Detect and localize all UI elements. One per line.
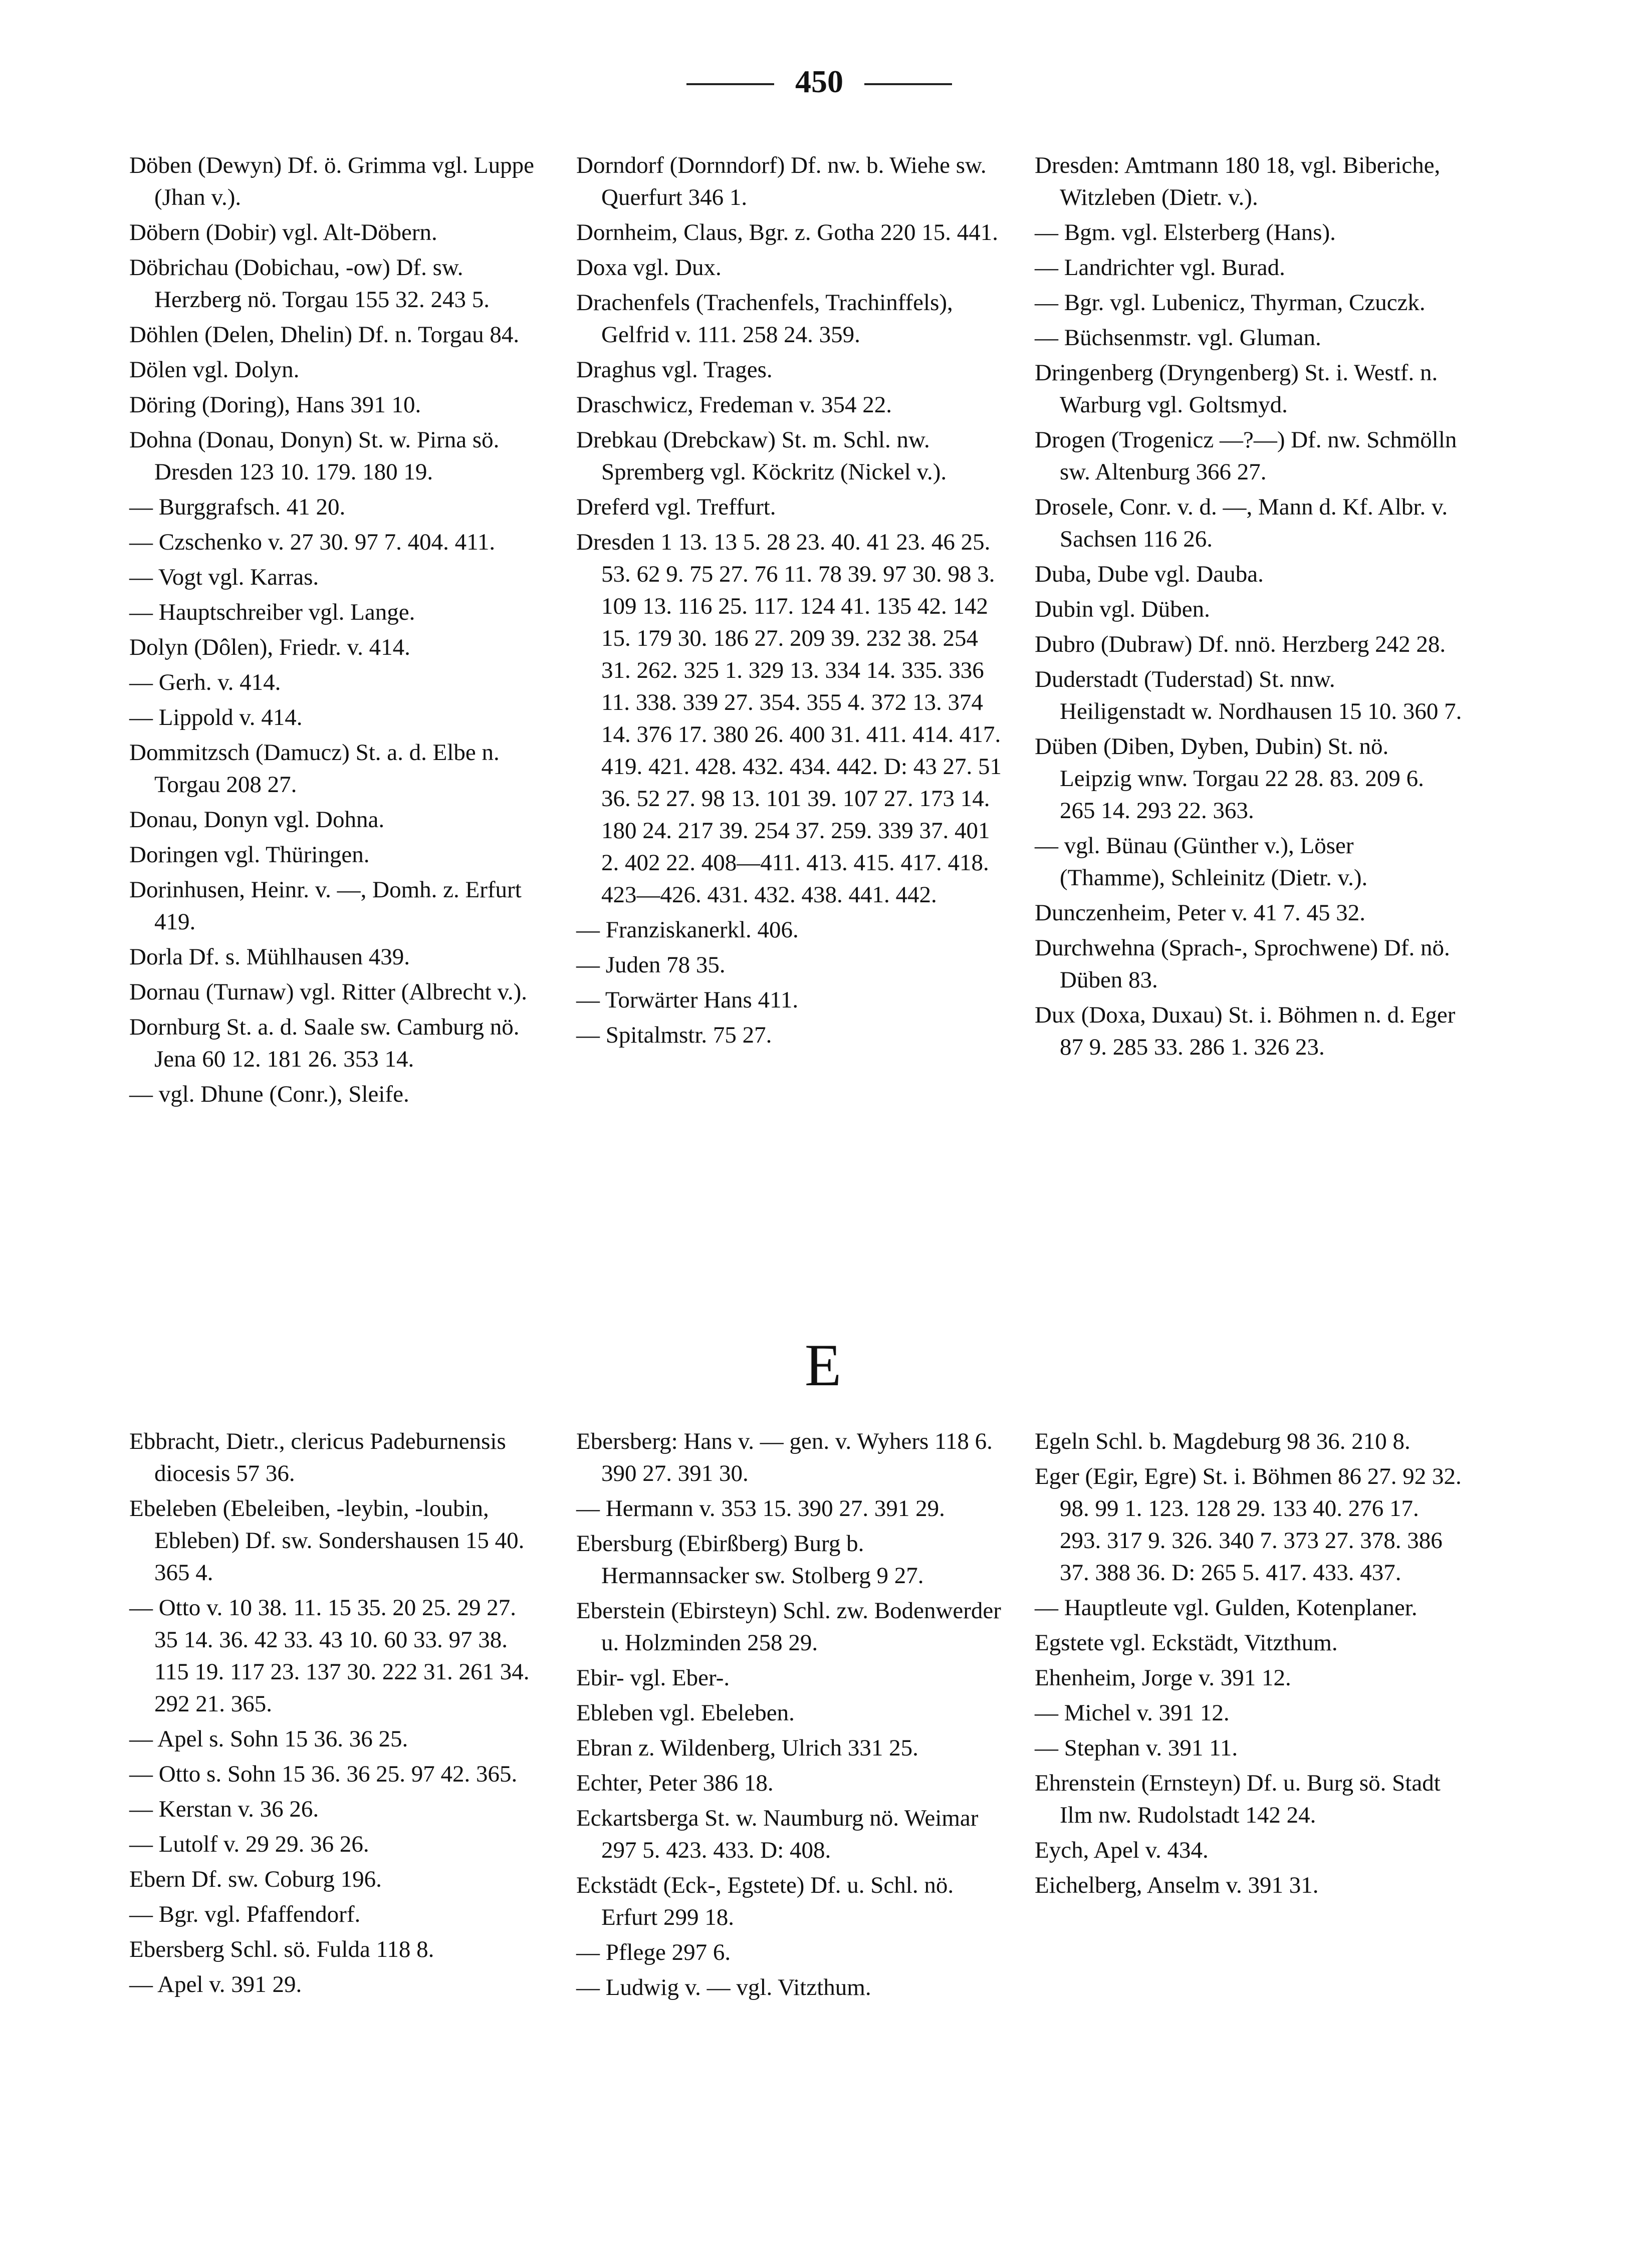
index-entry: Ebir- vgl. Eber-. [576,1665,730,1691]
page-header [0,59,1646,104]
index-entry: Dresden 1 13. 13 5. 28 23. 40. 41 23. 46 25. 53. 62 9. 75 27. 76 11. 78 39. 97 30. 98 3. 109 13. 116 25. 117. 124 41. 135 42. 142 15. 179 30. 186 27. 209 39. 232 38. 254 31. 262. 325 1. 329 13. 334 14. 335. 336 11. 338. 339 27. 354. 355 4. 372 13. 374 14. 376 17. 380 26. 400 31. 411. 414. 417. 419. 421. 428. 432. 434. 442. D: 43 27. 51 36. 52 27. 98 13. 101 39. 107 27. 173 14. 180 24. 217 39. 254 37. 259. 339 37. 401 2. 402 22. 408—411. 413. 415. 417. 418. 423—426. 431. 432. 438. 441. 442. [576,529,1002,908]
index-entry: — Apel v. 391 29. [129,1971,302,1997]
index-entry: — Vogt vgl. Karras. [129,564,319,590]
index-entry: Ebran z. Wildenberg, Ulrich 331 25. [576,1735,918,1761]
index-entry: Ebbracht, Dietr., clericus Padeburnensis diocesis 57 36. [129,1428,506,1486]
index-entry: Döbrichau (Dobichau, -ow) Df. sw. Herzberg nö. Torgau 155 32. 243 5. [129,255,490,313]
index-entry: Doringen vgl. Thüringen. [129,842,370,868]
index-entry: Dommitzsch (Damucz) St. a. d. Elbe n. Torgau 208 27. [129,739,500,798]
index-entry: Draghus vgl. Trages. [576,357,773,383]
index-entry: — Hauptleute vgl. Gulden, Kotenplaner. [1035,1595,1418,1621]
section-letter: E [804,1332,842,1398]
index-entry: — Büchsenmstr. vgl. Gluman. [1035,325,1321,351]
index-entry: Döhlen (Delen, Dhelin) Df. n. Torgau 84. [129,322,520,348]
index-entry: — Lippold v. 414. [129,704,303,730]
index-entry: Ebersburg (Ebirßberg) Burg b. Hermannsacker sw. Stolberg 9 27. [576,1531,924,1589]
index-entry: — Landrichter vgl. Burad. [1035,255,1285,281]
index-entry: Dolyn (Dôlen), Friedr. v. 414. [129,634,410,660]
index-entry: Duderstadt (Tuderstad) St. nnw. Heiligenstadt w. Nordhausen 15 10. 360 7. [1035,666,1462,724]
index-entry: — Kerstan v. 36 26. [129,1796,319,1822]
index-entry: Dubro (Dubraw) Df. nnö. Herzberg 242 28. [1035,631,1446,657]
index-entry: — Czschenko v. 27 30. 97 7. 404. 411. [129,529,496,555]
index-entry: Eberstein (Ebirsteyn) Schl. zw. Bodenwerder u. Holzminden 258 29. [576,1598,1001,1656]
index-entry: — Juden 78 35. [576,952,726,978]
index-entry: Ebersberg: Hans v. — gen. v. Wyhers 118 6. 390 27. 391 30. [576,1428,993,1486]
index-entry: Eckartsberga St. w. Naumburg nö. Weimar 297 5. 423. 433. D: 408. [576,1805,979,1863]
index-entry: Dornau (Turnaw) vgl. Ritter (Albrecht v.). [129,979,528,1005]
page-number: 450 [795,64,843,99]
index-entry: Döbern (Dobir) vgl. Alt-Döbern. [129,219,437,245]
index-column-4 [129,1425,540,2003]
index-entry: Dölen vgl. Dolyn. [129,357,300,383]
index-entry: Dorinhusen, Heinr. v. —, Domh. z. Erfurt 419. [129,877,522,935]
index-entry: Durchwehna (Sprach-, Sprochwene) Df. nö. Düben 83. [1035,935,1450,993]
index-entry: Draschwicz, Fredeman v. 354 22. [576,392,892,418]
index-entry: Döring (Doring), Hans 391 10. [129,392,421,418]
index-entry: Dux (Doxa, Duxau) St. i. Böhmen n. d. Eger 87 9. 285 33. 286 1. 326 23. [1035,1002,1456,1060]
index-entry: — Franziskanerkl. 406. [576,917,799,943]
index-entry: Ehenheim, Jorge v. 391 12. [1035,1665,1291,1691]
index-entry: — Lutolf v. 29 29. 36 26. [129,1831,369,1857]
index-entry: — Otto v. 10 38. 11. 15 35. 20 25. 29 27. 35 14. 36. 42 33. 43 10. 60 33. 97 38. 115 19. 117 23. 137 30. 222 31. 261 34. 292 21. 365. [129,1595,530,1717]
index-entry: — Bgr. vgl. Pfaffendorf. [129,1901,361,1927]
header-rule-right [864,83,952,85]
index-entry: — Gerh. v. 414. [129,669,281,695]
index-entry: Düben (Diben, Dyben, Dubin) St. nö. Leipzig wnw. Torgau 22 28. 83. 209 6. 265 14. 293 22. 363. [1035,733,1424,824]
index-entry: — Hauptschreiber vgl. Lange. [129,599,415,625]
index-entry: — Bgr. vgl. Lubenicz, Thyrman, Czuczk. [1035,290,1426,316]
index-entry: — Michel v. 391 12. [1035,1700,1230,1726]
index-column-1 [129,149,540,1113]
index-entry: — Otto s. Sohn 15 36. 36 25. 97 42. 365. [129,1761,518,1787]
index-entry: Dunczenheim, Peter v. 41 7. 45 32. [1035,900,1366,926]
index-entry: — Spitalmstr. 75 27. [576,1022,772,1048]
index-entry: Drogen (Trogenicz —?—) Df. nw. Schmölln sw. Altenburg 366 27. [1035,427,1457,485]
index-entry: Ebeleben (Ebeleiben, -leybin, -loubin, Ebleben) Df. sw. Sondershausen 15 40. 365 4. [129,1495,525,1586]
index-entry: Dorndorf (Dornndorf) Df. nw. b. Wiehe sw. Querfurt 346 1. [576,152,987,210]
index-entry: Dreferd vgl. Treffurt. [576,494,776,520]
index-column-3 [1035,149,1463,1066]
index-entry: — vgl. Dhune (Conr.), Sleife. [129,1081,409,1107]
index-entry: Eger (Egir, Egre) St. i. Böhmen 86 27. 92 32. 98. 99 1. 123. 128 29. 133 40. 276 17. 293. 317 9. 326. 340 7. 373 27. 378. 386 37. 388 36. D: 265 5. 417. 433. 437. [1035,1463,1462,1586]
index-entry: Egstete vgl. Eckstädt, Vitzthum. [1035,1630,1338,1656]
index-entry: Donau, Donyn vgl. Dohna. [129,807,385,833]
index-entry: Dorla Df. s. Mühlhausen 439. [129,944,410,970]
index-entry: Dornburg St. a. d. Saale sw. Camburg nö. Jena 60 12. 181 26. 353 14. [129,1014,520,1072]
index-entry: Eckstädt (Eck-, Egstete) Df. u. Schl. nö. Erfurt 299 18. [576,1872,954,1930]
index-entry: Dubin vgl. Düben. [1035,596,1210,622]
index-entry: Dohna (Donau, Donyn) St. w. Pirna sö. Dresden 123 10. 179. 180 19. [129,427,500,485]
index-entry: Dringenberg (Dryngenberg) St. i. Westf. n. Warburg vgl. Goltsmyd. [1035,360,1438,418]
index-entry: Ebersberg Schl. sö. Fulda 118 8. [129,1936,434,1962]
index-entry: Döben (Dewyn) Df. ö. Grimma vgl. Luppe (Jhan v.). [129,152,534,210]
index-entry: Ebleben vgl. Ebeleben. [576,1700,795,1726]
index-entry: Drebkau (Drebckaw) St. m. Schl. nw. Spremberg vgl. Köckritz (Nickel v.). [576,427,947,485]
index-entry: Drosele, Conr. v. d. —, Mann d. Kf. Albr. v. Sachsen 116 26. [1035,494,1448,552]
index-column-2 [576,149,1012,1054]
index-entry: — Apel s. Sohn 15 36. 36 25. [129,1726,408,1752]
index-entry: — Ludwig v. — vgl. Vitzthum. [576,1974,871,2000]
header-rule-left [686,83,774,85]
index-entry: Echter, Peter 386 18. [576,1770,774,1796]
index-entry: — Burggrafsch. 41 20. [129,494,346,520]
index-entry: Drachenfels (Trachenfels, Trachinffels), Gelfrid v. 111. 258 24. 359. [576,290,953,348]
index-column-6 [1035,1425,1463,1904]
index-entry: — vgl. Bünau (Günther v.), Löser (Thamme), Schleinitz (Dietr. v.). [1035,833,1368,891]
index-entry: — Torwärter Hans 411. [576,987,799,1013]
index-entry: — Stephan v. 391 11. [1035,1735,1238,1761]
index-entry: — Pflege 297 6. [576,1939,731,1965]
index-entry: Ehrenstein (Ernsteyn) Df. u. Burg sö. Stadt Ilm nw. Rudolstadt 142 24. [1035,1770,1441,1828]
index-entry: Doxa vgl. Dux. [576,255,722,281]
index-entry: Egeln Schl. b. Magdeburg 98 36. 210 8. [1035,1428,1410,1454]
index-entry: — Bgm. vgl. Elsterberg (Hans). [1035,219,1336,245]
index-entry: Ebern Df. sw. Coburg 196. [129,1866,382,1892]
index-entry: Dornheim, Claus, Bgr. z. Gotha 220 15. 441. [576,219,999,245]
index-column-5 [576,1425,1012,2006]
index-entry: Eych, Apel v. 434. [1035,1837,1209,1863]
index-entry: Dresden: Amtmann 180 18, vgl. Biberiche, Witzleben (Dietr. v.). [1035,152,1441,210]
index-entry: Eichelberg, Anselm v. 391 31. [1035,1872,1319,1898]
index-entry: Duba, Dube vgl. Dauba. [1035,561,1264,587]
index-entry: — Hermann v. 353 15. 390 27. 391 29. [576,1495,945,1522]
